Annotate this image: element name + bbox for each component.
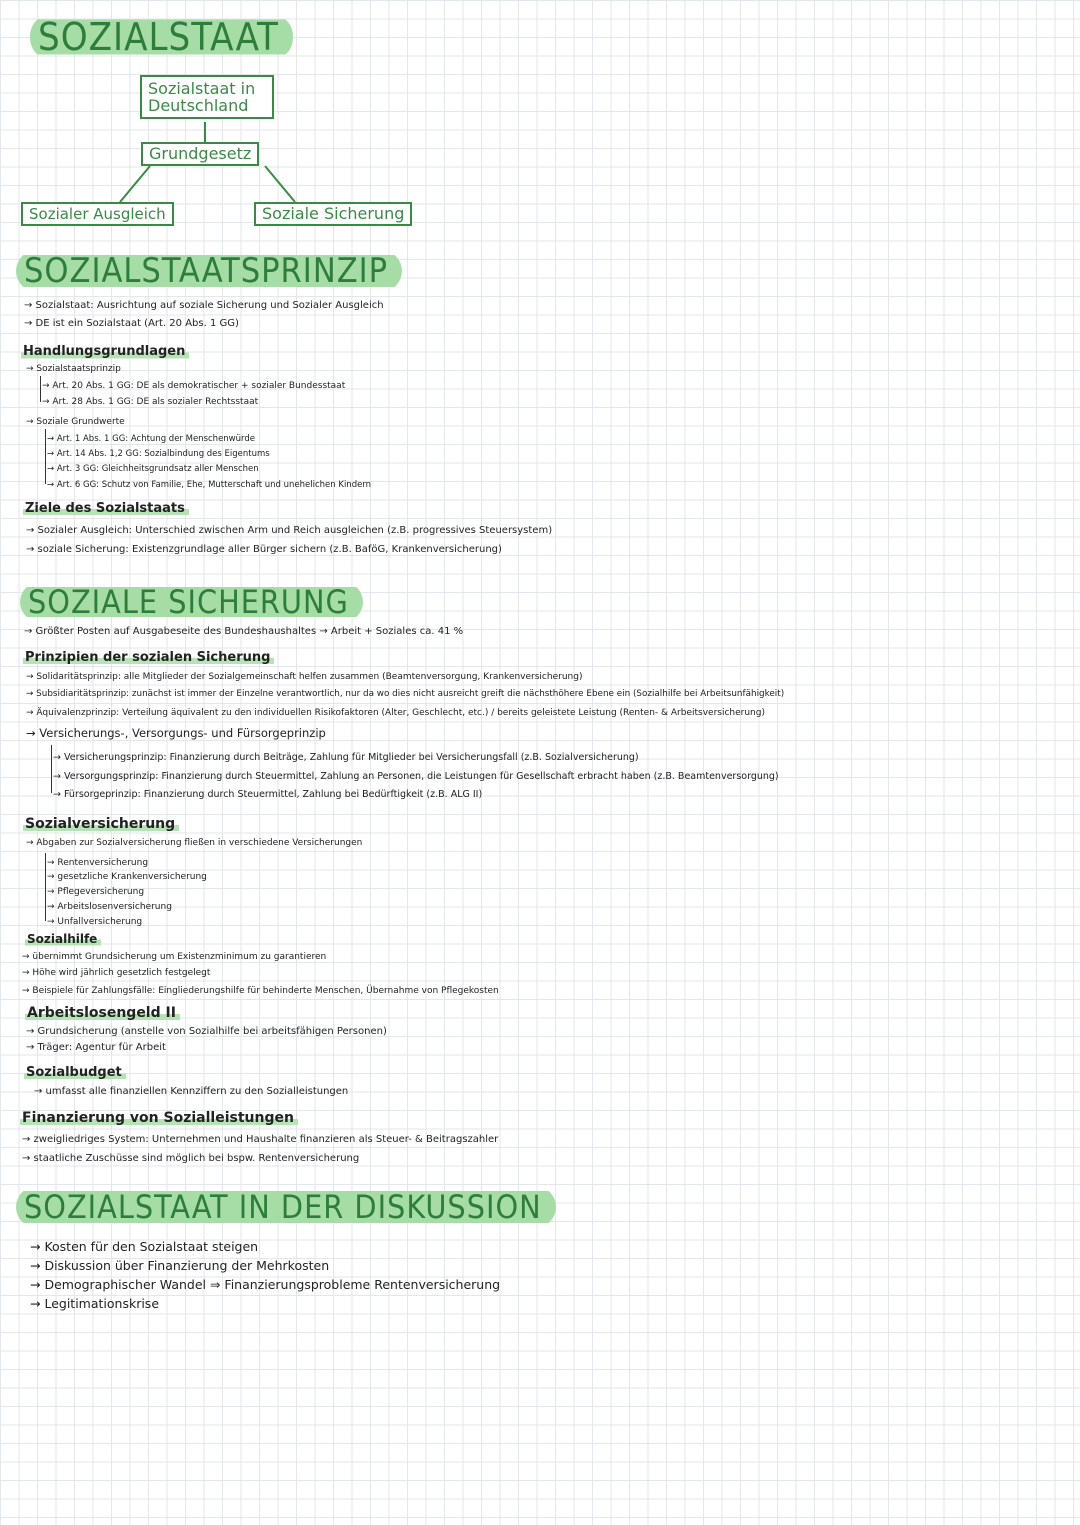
sv-branch-line [45, 853, 46, 921]
prinzip-solidaritaet: → Solidaritätsprinzip: alle Mitglieder der Sozialgemeinschaft helfen zusammen (Beamtenversorgung, Krankenversicherung) [26, 672, 583, 682]
disk-item-1: → Kosten für den Sozialstaat steigen [30, 1239, 259, 1254]
disk-item-4: → Legitimationskrise [30, 1296, 160, 1311]
prinzip-subsidiaritaet: → Subsidiaritätsprinzip: zunächst ist immer der Einzelne verantwortlich, nur da wo dies nicht ausreicht greift die nächsthöhere Ebene ein (Sozialhilfe bei Arbeitsunfähigkeit) [26, 689, 785, 699]
sh-item-2: → Höhe wird jährlich gesetzlich festgelegt [22, 968, 211, 978]
fin-item-1: → zweigliedriges System: Unternehmen und Haushalte finanzieren als Steuer- & Beitragszahler [22, 1134, 499, 1145]
heading-sozialhilfe: Sozialhilfe [25, 932, 101, 946]
connector-middle-left [120, 166, 150, 202]
sh-item-1: → übernimmt Grundsicherung um Existenzminimum zu garantieren [22, 952, 327, 962]
sv-item-3: → Pflegeversicherung [47, 887, 145, 897]
title-sozialstaatsprinzip: SOZIALSTAATSPRINZIP [16, 250, 402, 292]
alg2-item-1: → Grundsicherung (anstelle von Sozialhilfe bei arbeitsfähigen Personen) [26, 1026, 387, 1037]
diagram-box-top [140, 75, 274, 119]
diagram-box-right [254, 202, 412, 226]
vvf-item-3: → Fürsorgeprinzip: Finanzierung durch Steuermittel, Zahlung bei Bedürftigkeit (z.B. ALG II) [53, 789, 483, 800]
vvf-item-2: → Versorgungsprinzip: Finanzierung durch Steuermittel, Zahlung an Personen, die Leistungen für Gesellschaft erbracht haben (z.B. Beamtenversorgung) [53, 771, 779, 782]
ziele-item-2: → soziale Sicherung: Existenzgrundlage aller Bürger sichern (z.B. BaföG, Krankenversicherung) [26, 544, 502, 555]
hg-branch-line-1 [40, 376, 41, 402]
diagram-box-middle [141, 142, 259, 166]
prinzip-vvf: → Versicherungs-, Versorgungs- und Fürsorgeprinzip [26, 726, 326, 740]
hg-gw-item-3: → Art. 3 GG: Gleichheitsgrundsatz aller Menschen [47, 464, 259, 474]
heading-prinzipien: Prinzipien der sozialen Sicherung [23, 650, 274, 665]
heading-alg2: Arbeitslosengeld II [25, 1005, 180, 1021]
vvf-branch-line [51, 745, 52, 793]
diagram-middle-label: Grundgesetz [149, 144, 252, 163]
disk-item-2: → Diskussion über Finanzierung der Mehrkosten [30, 1258, 330, 1273]
ziele-item-1: → Sozialer Ausgleich: Unterschied zwischen Arm und Reich ausgleichen (z.B. progressives Steuersystem) [26, 525, 553, 536]
heading-handlungsgrundlagen: Handlungsgrundlagen [21, 344, 189, 359]
hg-sozialstaatsprinzip: → Sozialstaatsprinzip [26, 364, 121, 374]
title-sozialstaat: SOZIALSTAAT [30, 14, 293, 60]
hg-grundwerte: → Soziale Grundwerte [26, 417, 125, 427]
diagram-top-label: Sozialstaat in Deutschland [148, 79, 256, 115]
diagram-right-label: Soziale Sicherung [262, 204, 405, 223]
hg-branch-line-2 [45, 429, 46, 484]
hg-sp-item-1: → Art. 20 Abs. 1 GG: DE als demokratischer + sozialer Bundesstaat [42, 381, 346, 391]
hg-gw-item-4: → Art. 6 GG: Schutz von Familie, Ehe, Mutterschaft und unehelichen Kindern [47, 480, 372, 490]
hg-sp-item-2: → Art. 28 Abs. 1 GG: DE als sozialer Rechtsstaat [42, 397, 259, 407]
sv-intro: → Abgaben zur Sozialversicherung fließen in verschiedene Versicherungen [26, 838, 363, 848]
connector-middle-right [265, 166, 295, 202]
hg-gw-item-1: → Art. 1 Abs. 1 GG: Achtung der Menschenwürde [47, 434, 255, 444]
hg-gw-item-2: → Art. 14 Abs. 1,2 GG: Sozialbindung des Eigentums [47, 449, 270, 459]
heading-ziele: Ziele des Sozialstaats [23, 501, 189, 516]
posten-line: → Größter Posten auf Ausgabeseite des Bundeshaushaltes → Arbeit + Soziales ca. 41 % [24, 626, 464, 637]
title-soziale-sicherung: SOZIALE SICHERUNG [20, 582, 363, 622]
sv-item-1: → Rentenversicherung [47, 858, 149, 868]
sv-item-2: → gesetzliche Krankenversicherung [47, 872, 207, 882]
vvf-item-1: → Versicherungsprinzip: Finanzierung durch Beiträge, Zahlung für Mitglieder bei Versicherungsfall (z.B. Sozialversicherung) [53, 752, 639, 763]
heading-finanzierung: Finanzierung von Sozialleistungen [20, 1110, 298, 1126]
fin-item-2: → staatliche Zuschüsse sind möglich bei bspw. Rentenversicherung [22, 1153, 360, 1164]
title-diskussion: SOZIALSTAAT IN DER DISKUSSION [16, 1186, 556, 1228]
intro-line-1: → Sozialstaat: Ausrichtung auf soziale Sicherung und Sozialer Ausgleich [24, 300, 384, 311]
disk-item-3: → Demographischer Wandel ⇒ Finanzierungsprobleme Rentenversicherung [30, 1277, 501, 1292]
sb-item-1: → umfasst alle finanziellen Kennziffern zu den Sozialleistungen [34, 1086, 349, 1097]
alg2-item-2: → Träger: Agentur für Arbeit [26, 1042, 166, 1053]
sh-item-3: → Beispiele für Zahlungsfälle: Eingliederungshilfe für behinderte Menschen, Übernahme von Pflegekosten [22, 986, 499, 996]
intro-line-2: → DE ist ein Sozialstaat (Art. 20 Abs. 1 GG) [24, 318, 239, 329]
heading-sozialversicherung: Sozialversicherung [23, 816, 179, 832]
diagram-left-label: Sozialer Ausgleich [29, 205, 166, 223]
diagram-box-left [21, 202, 174, 226]
sv-item-5: → Unfallversicherung [47, 917, 143, 927]
heading-sozialbudget: Sozialbudget [24, 1065, 126, 1080]
prinzip-aequivalenz: → Äquivalenzprinzip: Verteilung äquivalent zu den individuellen Risikofaktoren (Alter, Geschlecht, etc.) / bereits geleistete Leistung (Renten- & Arbeitsversicherung) [26, 708, 765, 718]
sv-item-4: → Arbeitslosenversicherung [47, 902, 172, 912]
